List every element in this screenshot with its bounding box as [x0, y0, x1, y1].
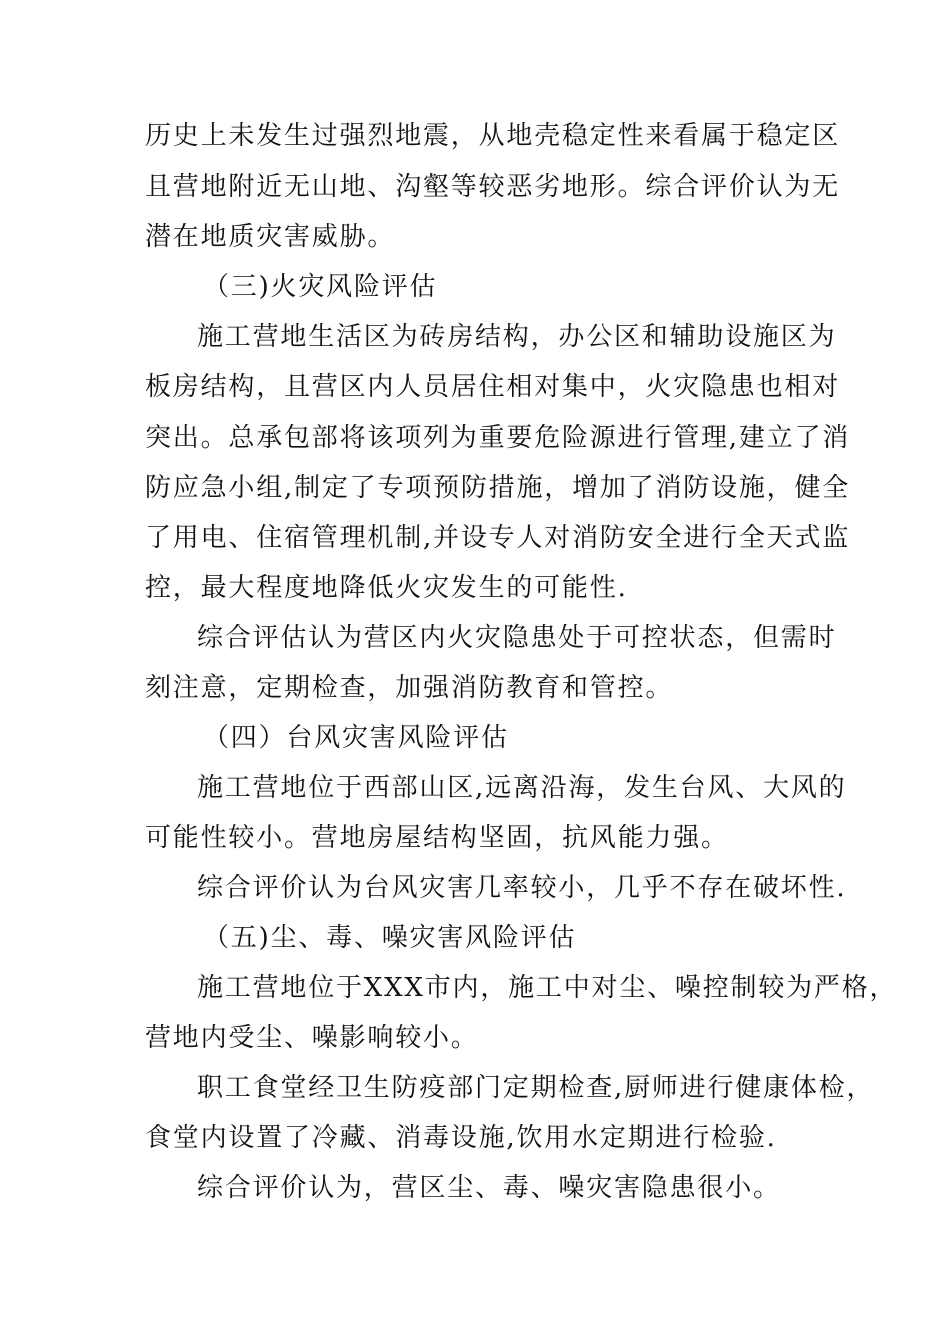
- paragraph-line: 施工营地生活区为砖房结构，办公区和辅助设施区为: [197, 322, 837, 352]
- paragraph-line: 了用电、住宿管理机制,并设专人对消防安全进行全天式监: [145, 523, 851, 553]
- paragraph-line: 板房结构，且营区内人员居住相对集中，火灾隐患也相对: [145, 372, 841, 402]
- paragraph-line: 历史上未发生过强烈地震，从地壳稳定性来看属于稳定区: [145, 121, 841, 151]
- paragraph-line: 综合评价认为，营区尘、毒、噪灾害隐患很小。: [197, 1173, 781, 1203]
- paragraph-line: 可能性较小。营地房屋结构坚固，抗风能力强。: [145, 823, 729, 853]
- paragraph-line: 且营地附近无山地、沟壑等较恶劣地形。综合评价认为无: [145, 172, 841, 202]
- paragraph-line: 控，最大程度地降低火灾发生的可能性.: [145, 573, 628, 603]
- section-heading-dust-noise: （五)尘、毒、噪灾害风险评估: [203, 923, 577, 953]
- paragraph-line: 潜在地质灾害威胁。: [145, 222, 396, 252]
- paragraph-line: 突出。总承包部将该项列为重要危险源进行管理,建立了消: [145, 423, 851, 453]
- paragraph-line: 综合评价认为台风灾害几率较小，几乎不存在破坏性.: [197, 873, 847, 903]
- paragraph-line: 食堂内设置了冷藏、消毒设施,饮用水定期进行检验.: [145, 1123, 777, 1153]
- section-heading-fire: （三)火灾风险评估: [203, 272, 438, 302]
- paragraph-line: 刻注意，定期检查，加强消防教育和管控。: [145, 673, 674, 703]
- paragraph-line: 职工食堂经卫生防疫部门定期检查,厨师进行健康体检，: [197, 1073, 875, 1103]
- paragraph-line: 施工营地位于XXX市内，施工中对尘、噪控制较为严格，: [197, 973, 898, 1003]
- paragraph-line: 施工营地位于西部山区,远离沿海，发生台风、大风的: [197, 773, 847, 803]
- section-heading-typhoon: （四）台风灾害风险评估: [203, 723, 509, 753]
- paragraph-line: 防应急小组,制定了专项预防措施，增加了消防设施，健全: [145, 473, 851, 503]
- paragraph-line: 综合评估认为营区内火灾隐患处于可控状态，但需时: [197, 623, 837, 653]
- paragraph-line: 营地内受尘、噪影响较小。: [145, 1023, 479, 1053]
